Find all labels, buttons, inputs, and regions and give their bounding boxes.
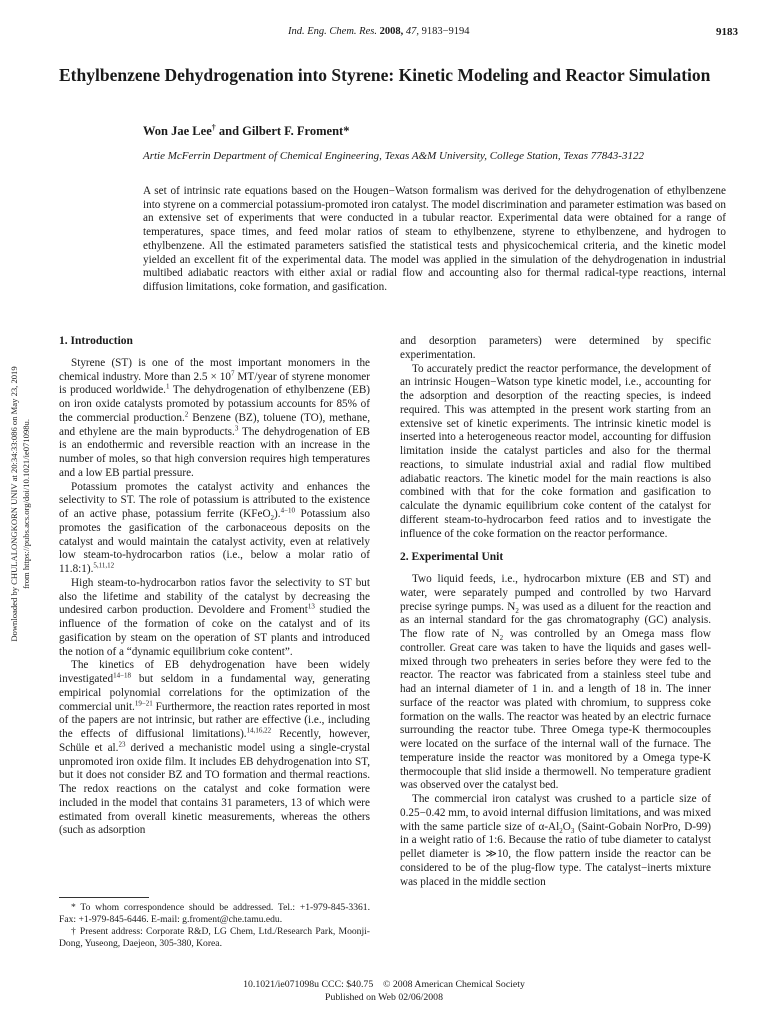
affiliation: Artie McFerrin Department of Chemical Engineering, Texas A&M University, College Station, Texas 77843-3122 [143,150,644,162]
paragraph: High steam-to-hydrocarbon ratios favor the selectivity to ST but also the lifetime and stability of the catalyst by decreasing the undesired carbon production. Devoldere and Froment$^{13}$ studied the influence of the formation of coke on the catalyst and of its gasification by steam on the operation of ST plants and introduced the notion of a “dynamic equilibrium coke content”. [59,576,370,658]
download-note-line: from https://pubs.acs.org/doi/10.1021/ie071098u. [21,418,31,590]
author-name: Gilbert F. Froment [242,124,344,138]
author-mark: † [211,122,216,132]
right-column [400,335,711,889]
left-column [59,335,370,838]
footnote: * To whom correspondence should be addressed. Tel.: +1-979-845-3361. Fax: +1-979-845-6446. E-mail: g.froment@che.tamu.edu. [59,902,370,925]
running-head [288,26,470,37]
paragraph: and desorption parameters) were determined by specific experimentation. [400,335,711,361]
paragraph: Styrene (ST) is one of the most important monomers in the chemical industry. More than $2.5 \times 10^7$ MT/year of styrene monomer is produced worldwide.$^1$ The dehydrogenation of ethylbenzene (EB) on iron oxide catalysts promoted by potassium accounts for 85% of the commercial production.$^2$ Benzene (BZ), toluene (TO), methane, and ethylene are the main byproducts.$^3$ The dehydrogenation of EB is an endothermic and reversible reaction with an increase in the number of moles, so that high conversion requires high temperatures and a low EB partial pressure. [59,356,371,479]
paragraph: Potassium promotes the catalyst activity and enhances the selectivity to ST. The role of potassium is attributed to the existence of an active phase, potassium ferrite (KFeO$_2$).$^{4-10}$ Potassium also promotes the gasification of the carbonaceous deposits on the catalyst and would maintain the catalyst activity, even at relatively low steam-to-hydrocarbon ratios (i.e., below a molar ratio of 11.8:1).$^{5,11,12}$ [59,480,371,575]
doi-line: 10.1021/ie071098u CCC: $40.75 © 2008 American Chemical Society [243,979,525,990]
download-note [2,324,36,684]
abstract: A set of intrinsic rate equations based on the Hougen−Watson formalism was derived for the dehydrogenation of ethylbenzene into styrene on a commercial potassium-promoted iron catalyst. The model discrimination and parameter estimation was based on an extensive set of experiments that were conducted in a tubular reactor. Experimental data were obtained for a range of temperatures, space times, and feed molar ratios of steam to ethylbenzene, styrene to ethylbenzene, and hydrogen to ethylbenzene. All the estimated parameters satisfied the statistical tests and physicochemical criteria, and the kinetic model yielded an excellent fit of the experimental data. The model was applied in the simulation of the dehydrogenation in industrial multibed adiabatic reactors with either axial or radial flow and accounting also for thermal radical-type reactions, internal diffusion limitations, coke formation, and gasification. [143,185,726,293]
journal-name: Ind. Eng. Chem. Res. [288,26,377,37]
footnote: † Present address: Corporate R&D, LG Chem, Ltd./Research Park, Moonji-Dong, Yuseong, Daejeon, 305-380, Korea. [59,926,370,949]
paragraph: To accurately predict the reactor performance, the development of an intrinsic Hougen−Watson type kinetic model, i.e., accounting for the adsorption and desorption of the reacting species, is indeed required. This was attempted in the present work starting from an extensive set of kinetic experiments. The intrinsic kinetic model is inserted into a heterogeneous reactor model, accounting for diffusion limitation inside the catalyst particles and also for the thermal reactions, to simulate industrial axial and radial flow multibed adiabatic reactors. The kinetic model for the main reactions is also combined with that for the coke formation and gasification to calculate the dynamic equilibrium coke content of the catalyst for different steam-to-hydrocarbon feed ratios and to investigate the influence of the coke formation on the reactor performance. [400,362,711,540]
page-number: 9183 [716,26,738,38]
published-line: Published on Web 02/06/2008 [325,991,443,1003]
paragraph: The commercial iron catalyst was crushed to a particle size of 0.25−0.42 mm, to avoid internal diffusion limitations, and was mixed with the same particle size of $\alpha-Al_2O_3$ (Saint-Gobain NorPro, D-99) in a weight ratio of 1:6. Because the ratio of tube diameter to catalyst pellet diameter is ≫10, the flow pattern inside the reactor can be considered to be of the plug-flow type. The catalyst−inerts mixture was placed in the middle section [400,793,711,888]
journal-year: 2008, [379,26,404,37]
author-name: Won Jae Lee [143,124,212,138]
section-heading: 1. Introduction [59,335,133,347]
authors [143,124,349,139]
download-note-line: Downloaded by CHULALONGKORN UNIV at 20:34:33:086 on May 23, 2019 [9,366,19,642]
article-title: Ethylbenzene Dehydrogenation into Styrene: Kinetic Modeling and Reactor Simulation [59,65,711,85]
journal-volume: 47, [405,26,419,37]
paragraph: The kinetics of EB dehydrogenation have been widely investigated$^{14-18}$ but seldom in a fundamental way, generating empirical polynomial correlations for the optimization of the commercial unit.$^{19-21}$ Furthermore, the reaction rates reported in most of the papers are not intrinsic, but rather are effective (i.e., including the effects of diffusional limitations).$^{14,16,22}$ Recently, however, Schüle et al.$^{23}$ derived a mechanistic model using a single-crystal unpromoted iron oxide film. It includes EB dehydrogenation into ST, but it does not consider BZ and TO formation and thermal reactions. The redox reactions on the catalyst and coke formation were included in the model that contains 31 parameters, 13 of which were estimated from overall kinetic measurements, whereas the others (such as adsorption [59,659,370,837]
author-mark: * [343,124,350,138]
footnotes [59,902,370,950]
page-footer [0,979,768,1004]
journal-pages: 9183−9194 [421,26,470,37]
author-connector: and [215,124,243,138]
footnote-divider [59,897,149,898]
section-heading: 2. Experimental Unit [400,551,504,564]
paragraph: Two liquid feeds, i.e., hydrocarbon mixture (EB and ST) and water, were separately pumped and controlled by two Harvard precise syringe pumps. $N_2$ was used as a diluent for the reaction and as an internal standard for the gas chromatography (GC) analysis. The flow rate of $N_2$ was controlled by an Omega mass flow controller. Great care was taken to have the liquids and gases well-mixed through two preheaters in series before they were fed to the reactor. The reactor was fabricated from a stainless steel tube and had an internal diameter of 1 in. and a length of 18 in. The inner surface of the reactor was plated with chromium, to suppress coke formation on the walls. The reactor was heated by an electric furnace surrounding the reactor tube. Three Omega type-K thermocouples were located on the surface of the internal wall of the furnace. The temperature inside the reactor was monitored by a Omega type-K thermocouple that slid inside a thermowell. No temperature gradient was observed over the catalyst bed. [400,573,712,792]
